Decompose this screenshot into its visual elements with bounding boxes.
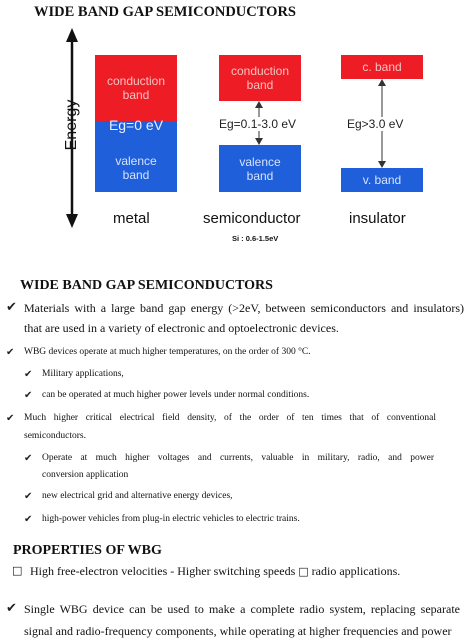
- check-icon: ✔: [24, 390, 33, 401]
- semiconductor-valence-band: [219, 145, 301, 192]
- check-icon: ✔: [24, 453, 33, 464]
- property1-tail: radio applications.: [311, 564, 401, 578]
- metal-conduction-band: [95, 55, 177, 121]
- semiconductor-gap-label: Eg=0.1-3.0 eV: [219, 117, 297, 131]
- bullet3-line2: semiconductors.: [24, 431, 87, 441]
- bullet3-sub3: high-power vehicles from plug-in electric vehicles to electric trains.: [42, 514, 300, 524]
- bullet2-sub1: Military applications,: [42, 369, 124, 379]
- semiconductor-name: semiconductor: [203, 210, 301, 227]
- check-icon: ✔: [24, 514, 33, 525]
- bullet3-sub1-line2: conversion application: [42, 470, 129, 480]
- box-icon: □: [12, 564, 23, 577]
- bullet3-sub1-line1: Operate at much higher voltages and currents, valuable in military, radio, and power: [42, 453, 434, 463]
- top-title: WIDE BAND GAP SEMICONDUCTORS: [34, 4, 296, 20]
- insulator-name: insulator: [349, 210, 406, 227]
- insulator-valence-label: v. band: [362, 173, 402, 187]
- property1-text: High free-electron velocities - Higher switching speeds: [30, 564, 296, 578]
- bullet3-line1: Much higher critical electrical field density, of the order of ten times that of conventional: [24, 413, 436, 423]
- property2-line1: Single WBG device can be used to make a complete radio system, replacing separate: [24, 602, 460, 616]
- bullet2-sub2: can be operated at much higher power levels under normal conditions.: [42, 390, 310, 400]
- section2-heading: PROPERTIES OF WBG: [13, 543, 162, 558]
- property1: [30, 564, 400, 579]
- energy-axis-label: Energy: [63, 99, 80, 151]
- metal-conduction-label: conduction band: [106, 74, 166, 102]
- semiconductor-valence-label: valence band: [239, 154, 281, 183]
- bullet2: WBG devices operate at much higher temperatures, on the order of 300 °C.: [24, 347, 311, 357]
- section1-heading: WIDE BAND GAP SEMICONDUCTORS: [20, 278, 273, 293]
- check-icon: ✔: [6, 413, 15, 424]
- metal-name: metal: [113, 210, 150, 227]
- check-icon: ✔: [24, 369, 33, 380]
- insulator-valence-band: [341, 168, 423, 192]
- metal-valence-label: valence band: [115, 153, 157, 182]
- box-icon: □: [298, 565, 309, 578]
- band-diagram: [0, 0, 474, 250]
- semiconductor-conduction-band: [219, 55, 301, 101]
- insulator-conduction-band: [341, 55, 423, 79]
- insulator-conduction-label: c. band: [362, 60, 402, 74]
- bullet1-line2: that are used in a variety of electronic and optoelectronic devices.: [24, 321, 339, 335]
- check-icon: ✔: [6, 300, 17, 315]
- bullet1-line1: Materials with a large band gap energy (>2eV, between semiconductors and insulators): [24, 301, 464, 315]
- property2-line2: signal and radio-frequency components, while operating at higher frequencies and power: [24, 624, 452, 638]
- check-icon: ✔: [24, 491, 33, 502]
- check-icon: ✔: [6, 601, 17, 616]
- semiconductor-note: Si : 0.6-1.5eV: [232, 234, 279, 243]
- insulator-gap-label: Eg>3.0 eV: [347, 117, 404, 131]
- metal-gap-label: Eg=0 eV: [108, 117, 164, 133]
- semiconductor-conduction-label: conduction band: [230, 64, 290, 92]
- bullet3-sub2: new electrical grid and alternative energy devices,: [42, 491, 233, 501]
- check-icon: ✔: [6, 347, 15, 358]
